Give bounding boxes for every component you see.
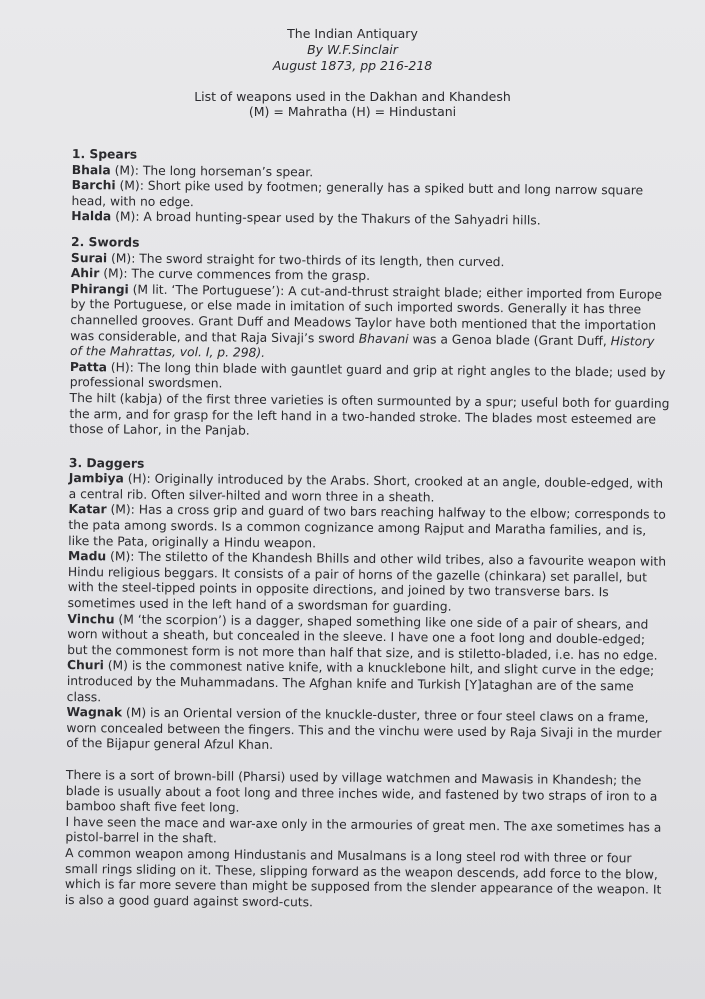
section-title-daggers: 3. Daggers <box>68 455 145 471</box>
definition: (M ‘the scorpion’) is a dagger, shaped something like one side of a pair of shears, and worn without a sheath, but concealed in the sleeve. I have one a foot long and double-edged; but the commonest form is not more than half that size, and is stiletto-bladed, i.e. has no edge. <box>67 612 658 663</box>
term: Halda <box>71 209 112 224</box>
list-heading <box>0 89 705 119</box>
definition: (H): Originally introduced by the Arabs. Short, crooked at an angle, double-edged, with a central rib. Often silver-hilted and worn three in a sheath. <box>68 471 664 505</box>
definition: (M lit. ‘The Portuguese’): A cut-and-thrust straight blade; either imported from Europe by the Portuguese, or else made in imitation of such imported swords. Generally it has three channelled grooves. Grant Duff and Meadows Taylor have both mentioned that the importation was considerable, and that Raja Sivaji’s sword <box>70 282 663 346</box>
journal-title: The Indian Antiquary <box>287 26 418 41</box>
term: Phirangi <box>70 281 129 297</box>
closing-notes <box>65 768 666 914</box>
term: Patta <box>69 359 108 375</box>
term: Churi <box>66 658 104 673</box>
term: Barchi <box>71 178 116 193</box>
entry-churi <box>67 658 667 711</box>
term: Bhala <box>71 162 111 177</box>
book-citation: History of the Mahrattas, vol. I, p. 298). <box>69 333 655 360</box>
definition: (H): The long thin blade with gauntlet guard and grip at right angles to the blade; used by professional swordsmen. <box>69 360 666 391</box>
closing-paragraph: A common weapon among Hindustanis and Musalmans is a long steel rod with three or four small rings sliding on it. These, slipping forward as the weapon descends, add force to the blow, which is far more severe than might be supposed from the slender appearance of the weapon. It is also a good guard against sword-cuts. <box>64 845 662 910</box>
term: Ahir <box>70 266 100 281</box>
closing-paragraph: I have seen the mace and war-axe only in the armouries of great men. The axe sometimes has a pistol-barrel in the shaft. <box>65 814 662 846</box>
definition: (M): The sword straight for two-thirds of its length, then curved. <box>107 250 505 269</box>
term: Wagnak <box>66 705 123 720</box>
swords-note: The hilt (kabja) of the first three varieties is often surmounted by a spur; useful both for guarding the arm, and for grasp for the left hand in a two-handed stroke. The blades most esteemed are those of Lahor, in the Panjab. <box>69 390 670 438</box>
definition: (M): A broad hunting-spear used by the Thakurs of the Sahyadri hills. <box>111 209 541 228</box>
entry-phirangi <box>70 282 671 366</box>
definition: (M) is an Oriental version of the knuckle-duster, three or four steel claws on a frame, worn concealed between the fingers. This and the vinchu were used by Raja Sivaji in the murder of the Bijapur general Afzul Khan. <box>66 705 662 753</box>
term: Madu <box>68 549 107 564</box>
date-line: August 1873, pp 216-218 <box>272 58 433 73</box>
definition: (M): The long horseman’s spear. <box>110 162 314 179</box>
section-title-swords: 2. Swords <box>71 234 140 250</box>
definition: (M): The stiletto of the Khandesh Bhills and other wild tribes, also a favourite weapon with Hindu religious beggars. It consists of a pair of horns of the gazelle (chinkara) set parallel, but with the steel-tipped points in opposite directions, and joined by two transverse bars. Is sometimes used in the left hand of a swordsman for guarding. <box>67 549 667 614</box>
term: Surai <box>70 250 108 265</box>
term: Jambiya <box>68 471 124 486</box>
term: Katar <box>68 502 107 517</box>
term: Vinchu <box>67 611 115 627</box>
sword-name: Bhavani <box>358 331 409 346</box>
entry-vinchu <box>67 612 667 665</box>
closing-paragraph: There is a sort of brown-bill (Pharsi) used by village watchmen and Mawasis in Khandesh; the blade is usually about a foot long and three inches wide, and fastened by two straps of iron to a bamboo shaft five feet long. <box>65 767 658 815</box>
legend-line: (M) = Mahratha (H) = Hindustani <box>248 104 457 119</box>
list-title: List of weapons used in the Dakhan and Khandesh <box>194 89 511 104</box>
entry-madu <box>68 549 669 617</box>
definition: (M): Short pike used by footmen; generally has a spiked butt and long narrow square head, with no edge. <box>71 178 644 209</box>
definition: (M): Has a cross grip and guard of two bars reaching halfway to the elbow; corresponds to the pata among swords. Is a common cognizance among Rajput and Maratha families, and is, like the Pata, originally a Hindu weapon. <box>68 502 666 551</box>
section-title-spears: 1. Spears <box>71 147 138 162</box>
document-body <box>65 147 672 914</box>
definition-cont: was a Genoa blade (Grant Duff, <box>408 331 611 348</box>
definition: (M): The curve commences from the grasp. <box>99 266 371 284</box>
entry-katar <box>68 502 668 555</box>
document-header <box>0 26 705 74</box>
author-line: By W.F.Sinclair <box>307 42 398 57</box>
definition: (M) is the commonest native knife, with a knucklebone hilt, and slight curve in the edge; introduced by the Muhammadans. The Afghan knife and Turkish [Y]ataghan are of the same class. <box>66 658 655 704</box>
entry-wagnak <box>66 705 666 758</box>
